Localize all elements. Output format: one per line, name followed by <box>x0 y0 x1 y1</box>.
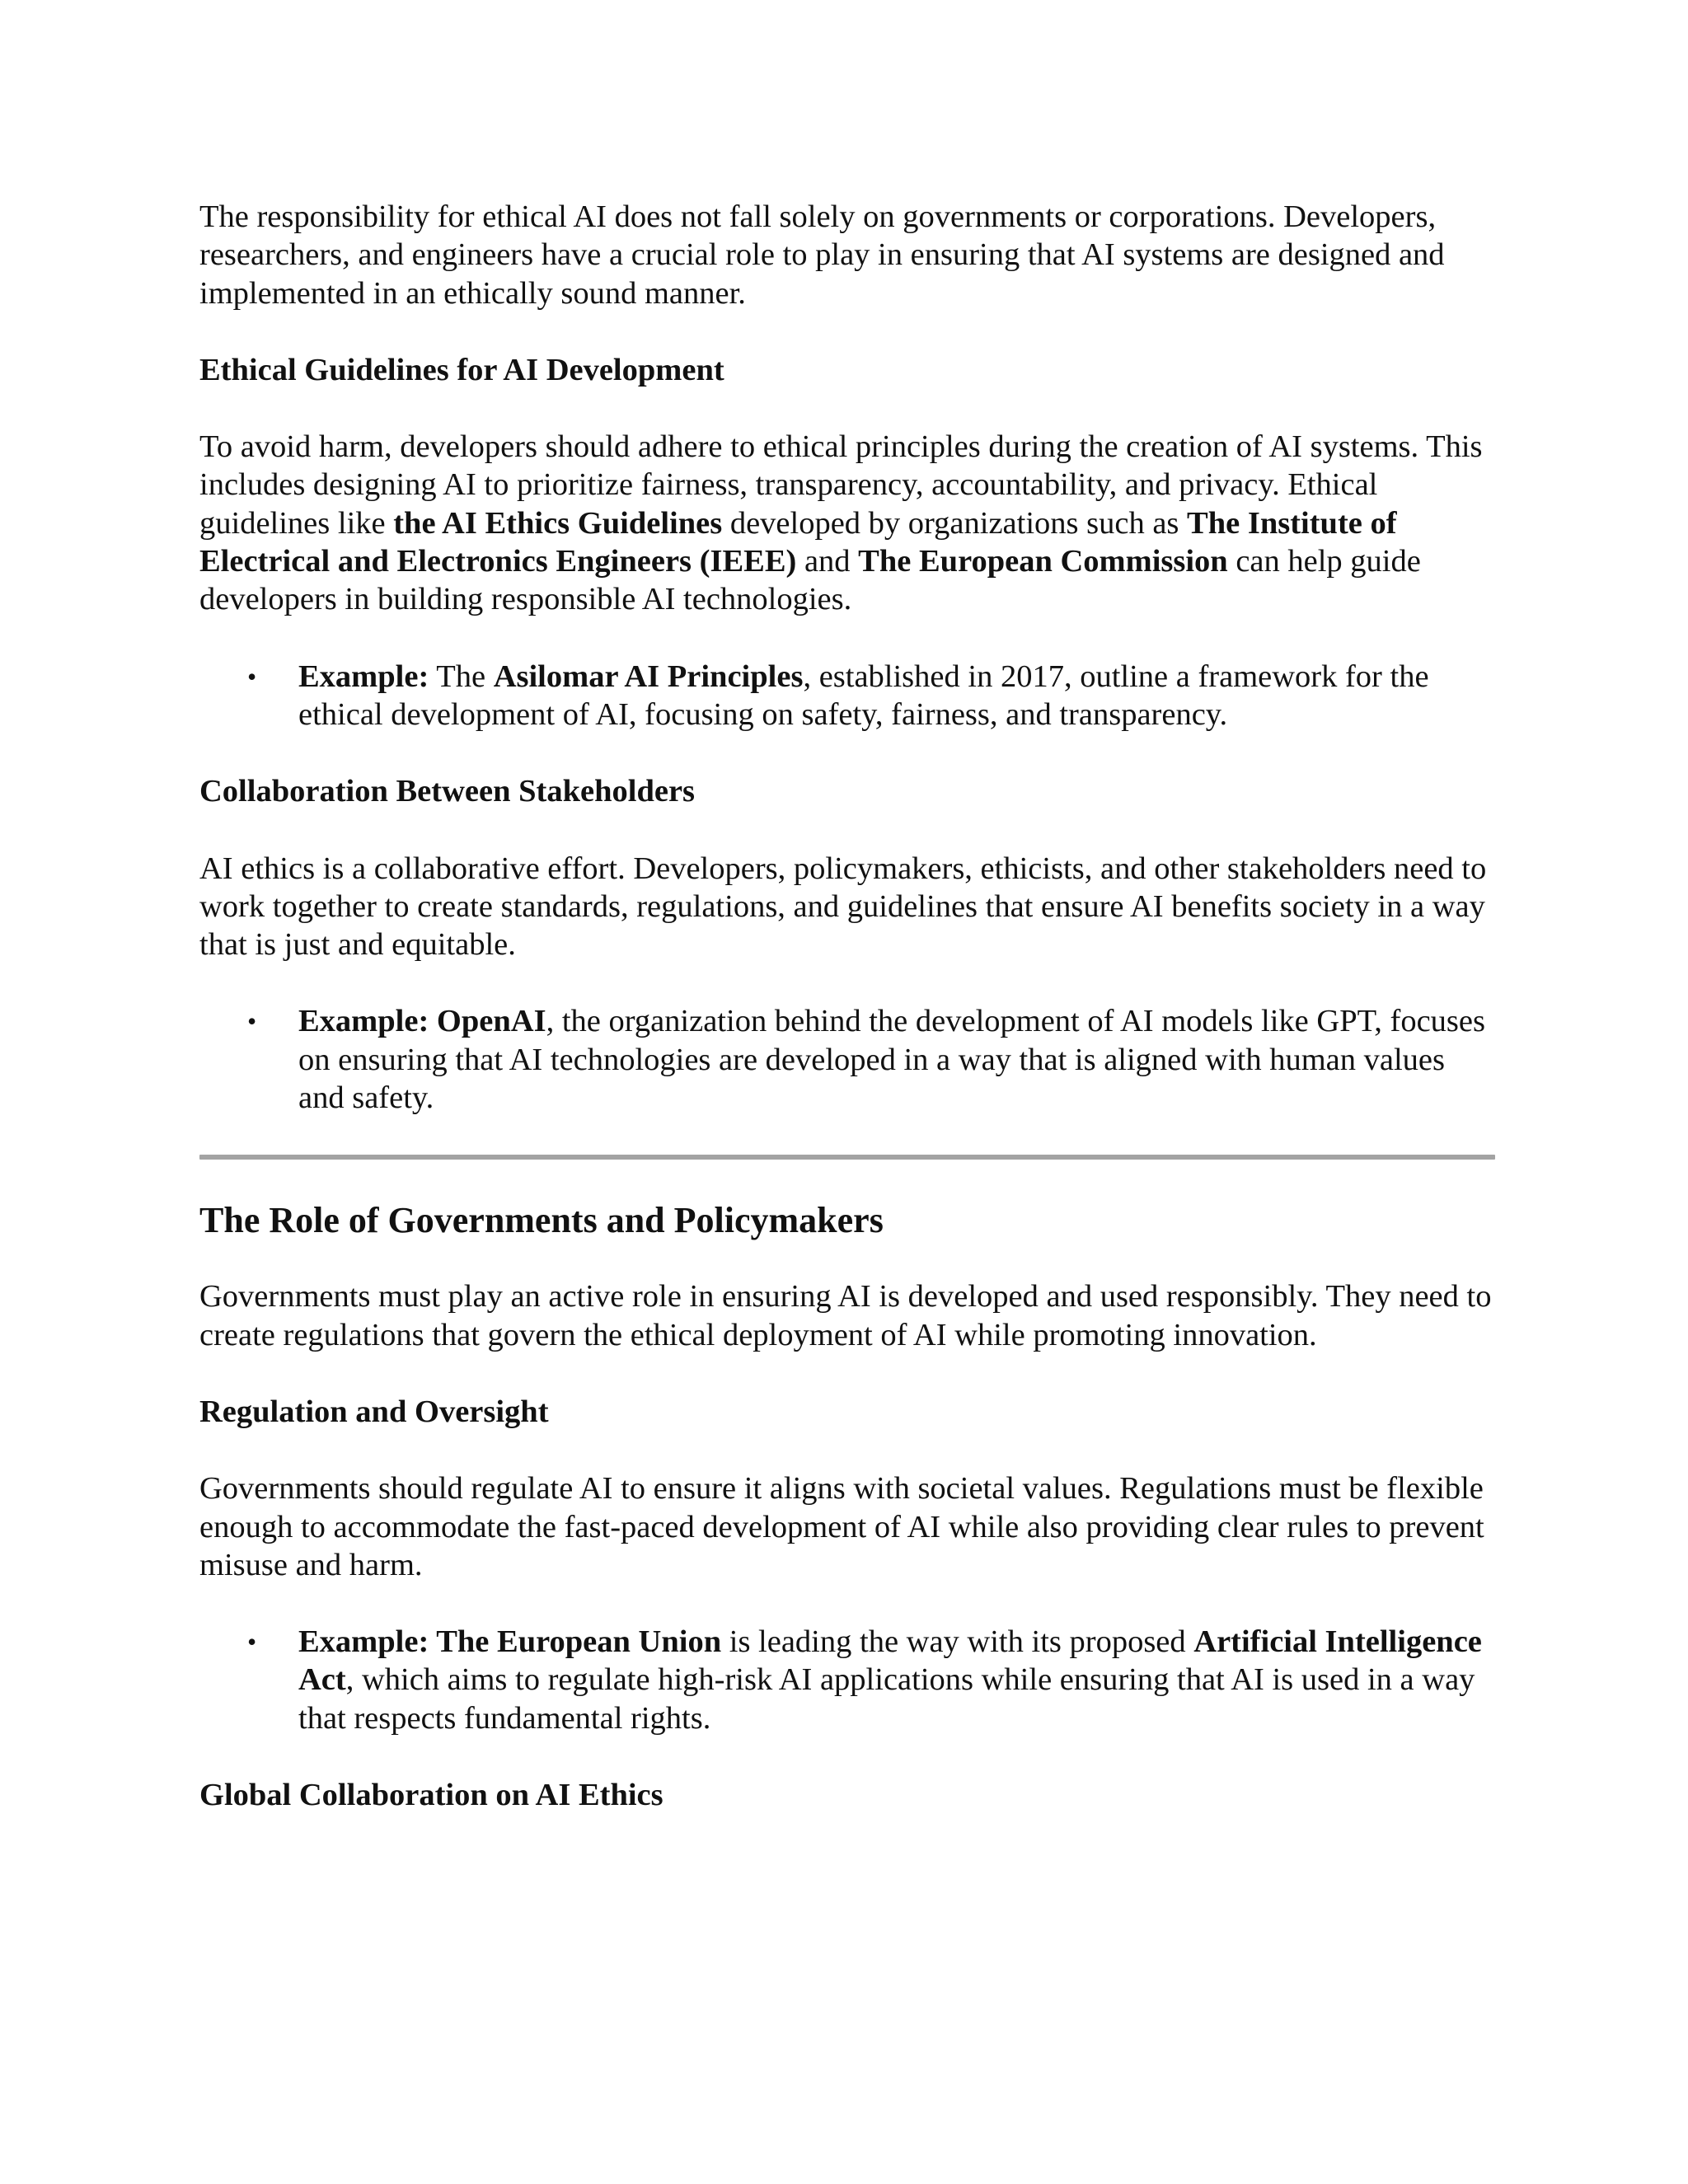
heading-global-collaboration: Global Collaboration on AI Ethics <box>199 1778 663 1813</box>
text-span: is leading the way with its proposed <box>721 1624 1194 1660</box>
bold-ai-ethics-guidelines: the AI Ethics Guidelines <box>393 505 723 541</box>
governments-paragraph: Governments must play an active role in ensuring AI is developed and used responsibly. They need to create regulations that govern the ethical deployment of AI while promoting innovation. <box>199 1279 1492 1352</box>
bold-ai-act: Artificial Intelligence Act <box>298 1624 1482 1698</box>
ethical-guidelines-example-list <box>199 658 1493 734</box>
list-item <box>199 1623 1493 1737</box>
list-item <box>199 1002 1493 1117</box>
text-span: and <box>796 544 859 579</box>
text-span: The <box>429 658 494 694</box>
text-span <box>429 1004 437 1038</box>
collaboration-example-list <box>199 1002 1493 1117</box>
bullet-icon: • <box>247 1006 257 1037</box>
example-label: Example: <box>298 1004 429 1039</box>
regulation-example-list <box>199 1623 1493 1737</box>
heading-collaboration: Collaboration Between Stakeholders <box>199 774 696 809</box>
text-span: , the organization behind the development of AI models like GPT, focuses on ensuring that AI technologies are developed in a way that is aligned with human values and safety. <box>298 1004 1485 1116</box>
example-label: Example: <box>298 1624 429 1660</box>
text-span: developed by organizations such as <box>722 505 1188 541</box>
ethical-guidelines-paragraph <box>199 428 1493 618</box>
bold-european-commission: The European Commission <box>858 544 1228 579</box>
example-label: Example: <box>298 658 429 694</box>
bullet-icon: • <box>247 1627 257 1657</box>
text-span: To avoid harm, developers should adhere to ethical principles during the creation of AI systems. This includes designing AI to prioritize fairness, transparency, accountability, and privacy. Ethical guidelines like <box>199 429 1483 541</box>
bold-ieee: The Institute of Electrical and Electronics Engineers (IEEE) <box>199 505 1397 579</box>
bold-asilomar: Asilomar AI Principles <box>493 658 804 694</box>
text-span: , which aims to regulate high-risk AI applications while ensuring that AI is used in a way that respects fundamental rights. <box>298 1662 1475 1736</box>
heading-regulation: Regulation and Oversight <box>199 1394 549 1429</box>
collaboration-paragraph: AI ethics is a collaborative effort. Developers, policymakers, ethicists, and other stakeholders need to work together to create standards, regulations, and guidelines that ensure AI benefits society in a way that is just and equitable. <box>199 851 1487 963</box>
text-span: , established in 2017, outline a framework for the ethical development of AI, focusing on safety, fairness, and transparency. <box>298 658 1429 732</box>
bullet-icon: • <box>247 661 257 691</box>
regulation-paragraph: Governments should regulate AI to ensure it aligns with societal values. Regulations must be flexible enough to accommodate the fast-paced development of AI while also providing clear rules to prevent misuse and harm. <box>199 1471 1484 1582</box>
heading-governments: The Role of Governments and Policymakers <box>199 1200 884 1241</box>
bold-european-union: The European Union <box>436 1624 722 1660</box>
document-body <box>199 198 1493 1853</box>
text-span <box>429 1624 436 1659</box>
heading-ethical-guidelines: Ethical Guidelines for AI Development <box>199 352 724 387</box>
bold-openai: OpenAI <box>436 1004 546 1039</box>
horizontal-divider <box>199 1155 1495 1160</box>
list-item <box>199 658 1493 734</box>
text-span: can help guide developers in building responsible AI technologies. <box>199 544 1421 617</box>
intro-paragraph: The responsibility for ethical AI does not fall solely on governments or corporations. Developers, researchers, and engineers have a crucial role to play in ensuring that AI systems are designed and implemented in an ethically sound manner. <box>199 199 1445 311</box>
